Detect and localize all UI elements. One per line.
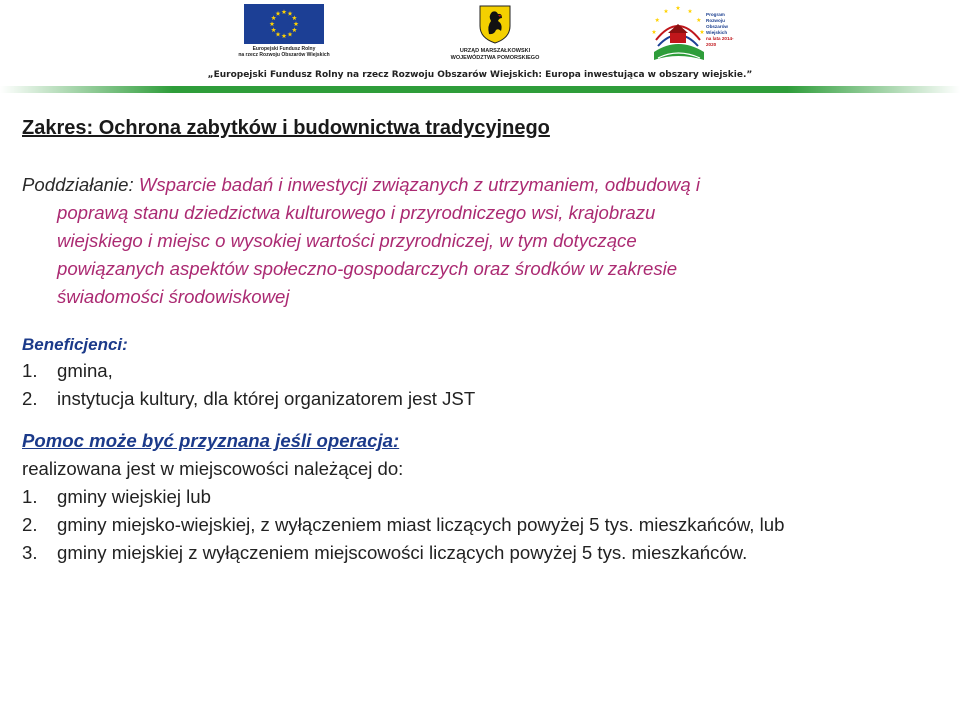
beneficiaries-list (22, 357, 942, 413)
prow-star-icon (700, 30, 705, 34)
subaction-text-line: wiejskiego i miejsc o wysokiej wartości przyrodniczej, w tym dotyczące (57, 230, 637, 251)
list-item-text: gmina, (57, 360, 113, 381)
list-number: 1. (22, 360, 38, 381)
prow-caption: Program Rozwoju Obszarów Wiejskich na lata 2014-2020 (706, 12, 734, 47)
list-item-text: gminy wiejskiej lub (57, 486, 211, 507)
subaction-text-line: poprawą stanu dziedzictwa kulturowego i przyrodniczego wsi, krajobrazu (57, 202, 656, 223)
prow-star-icon (688, 9, 693, 13)
list-number: 2. (22, 514, 38, 535)
prow-star-icon (652, 30, 657, 34)
eu-logo (238, 4, 330, 66)
eu-logo-caption: Europejski Fundusz Rolny na rzecz Rozwoju Obszarów Wiejskich (238, 46, 330, 58)
list-item (22, 539, 942, 567)
subaction-description (22, 171, 942, 311)
conditions-list (22, 483, 942, 567)
list-number: 3. (22, 542, 38, 563)
crest-caption: URZĄD MARSZAŁKOWSKI WOJEWÓDZTWA POMORSKIEGO (450, 48, 540, 61)
griffin-crest-icon (478, 4, 512, 44)
slide-content (22, 116, 942, 567)
list-item-text: instytucja kultury, dla której organizatorem jest JST (57, 388, 476, 409)
list-item (22, 483, 942, 511)
eafrd-slogan: „Europejski Fundusz Rolny na rzecz Rozwoju Obszarów Wiejskich: Europa inwestująca w obszary wiejskie.” (207, 70, 753, 80)
list-item-text: gminy miejsko-wiejskiej, z wyłączeniem miast liczących powyżej 5 tys. mieszkańców, lub (57, 514, 785, 535)
subaction-text-line: powiązanych aspektów społeczno-gospodarczych oraz środków w zakresie (57, 258, 678, 279)
eu-flag-icon (244, 4, 324, 44)
subaction-text-line: świadomości środowiskowej (57, 286, 290, 307)
list-number: 2. (22, 388, 38, 409)
scope-title: Zakres: Ochrona zabytków i budownictwa tradycyjnego (22, 117, 550, 139)
prow-star-icon (664, 9, 669, 13)
conditions-heading: Pomoc może być przyznana jeśli operacja: (22, 430, 400, 451)
subaction-first-line (22, 171, 942, 199)
prow-star-icon (676, 6, 681, 10)
list-number: 1. (22, 486, 38, 507)
subaction-label: Poddziałanie: (22, 174, 139, 195)
header-logos (0, 0, 960, 95)
list-item-text: gminy miejskiej z wyłączeniem miejscowości liczących powyżej 5 tys. mieszkańców. (57, 542, 748, 563)
prow-star-icon (697, 18, 702, 22)
subaction-continuation (22, 199, 942, 311)
list-item (22, 511, 942, 539)
header-divider (0, 86, 960, 93)
pomorskie-crest-logo (440, 4, 550, 66)
conditions-intro: realizowana jest w miejscowości należącej do: (22, 458, 404, 479)
subaction-text-line: Wsparcie badań i inwestycji związanych z utrzymaniem, odbudową i (138, 174, 700, 195)
beneficiaries-heading: Beneficjenci: (22, 335, 128, 354)
prow-logo (648, 2, 738, 66)
prow-emblem-icon (648, 2, 708, 64)
list-item (22, 385, 942, 413)
list-item (22, 357, 942, 385)
prow-star-icon (655, 18, 660, 22)
